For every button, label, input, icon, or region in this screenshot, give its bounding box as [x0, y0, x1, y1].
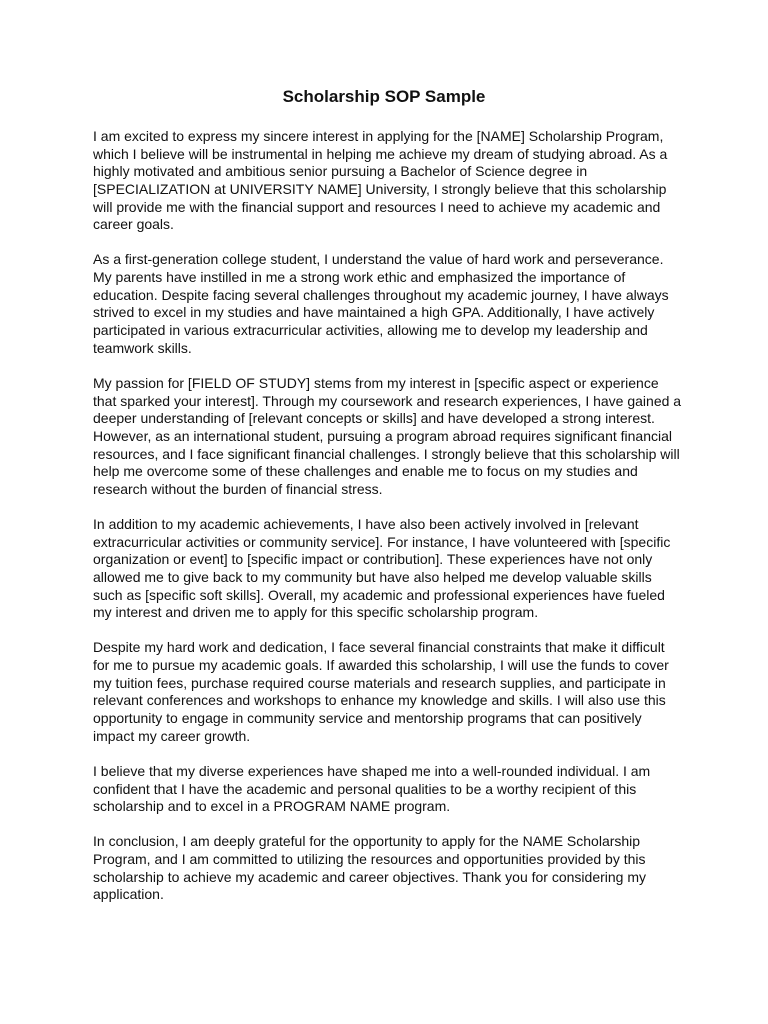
paragraph-passion: My passion for [FIELD OF STUDY] stems from my interest in [specific aspect or experience that sparked your interest]. Through my coursework and research experiences, I have gained a deeper understanding of [relevant concepts or skills] and have developed a strong interest. However, as an international student, pursuing a program abroad requires significant financial resources, and I face significant financial challenges. I strongly believe that this scholarship will help me overcome some of these challenges and enable me to focus on my studies and research without the burden of financial stress. — [93, 374, 682, 497]
paragraph-background: As a first-generation college student, I understand the value of hard work and perseverance. My parents have instilled in me a strong work ethic and emphasized the importance of education. Despite facing several challenges throughout my academic journey, I have always strived to excel in my studies and have maintained a high GPA. Additionally, I have actively participated in various extracurricular activities, allowing me to develop my leadership and teamwork skills. — [93, 251, 669, 356]
paragraph-involvement: In addition to my academic achievements, I have also been actively involved in [relevant extracurricular activities or community service]. For instance, I have volunteered with [specific organization or event] to [specific impact or contribution]. These experiences have not only allowed me to give back to my community but have also helped me develop valuable skills such as [specific soft skills]. Overall, my academic and professional experiences have fueled my interest and driven me to apply for this specific scholarship program. — [93, 515, 671, 621]
paragraph-qualities: I believe that my diverse experiences have shaped me into a well-rounded individual. I am confident that I have the academic and personal qualities to be a worthy recipient of this scholarship and to excel in a PROGRAM NAME program. — [93, 762, 651, 815]
paragraph-intro: I am excited to express my sincere interest in applying for the [NAME] Scholarship Program, which I believe will be instrumental in helping me achieve my dream of studying abroad. As a highly motivated and ambitious senior pursuing a Bachelor of Science degree in [SPECIALIZATION at UNIVERSITY NAME] University, I strongly believe that this scholarship will provide me with the financial support and resources I need to achieve my academic and career goals. — [93, 128, 668, 233]
paragraph-conclusion: In conclusion, I am deeply grateful for the opportunity to apply for the NAME Scholarship Program, and I am committed to utilizing the resources and opportunities provided by this scholarship to achieve my academic and career objectives. Thank you for considering my application. — [93, 833, 647, 903]
document-body — [93, 128, 683, 921]
document-title: Scholarship SOP Sample — [282, 87, 486, 106]
paragraph-financial-need: Despite my hard work and dedication, I face several financial constraints that make it difficult for me to pursue my academic goals. If awarded this scholarship, I will use the funds to cover my tuition fees, purchase required course materials and research supplies, and participate in relevant conferences and workshops to enhance my knowledge and skills. I will also use this opportunity to engage in community service and mentorship programs that can positively impact my career growth. — [93, 639, 669, 744]
